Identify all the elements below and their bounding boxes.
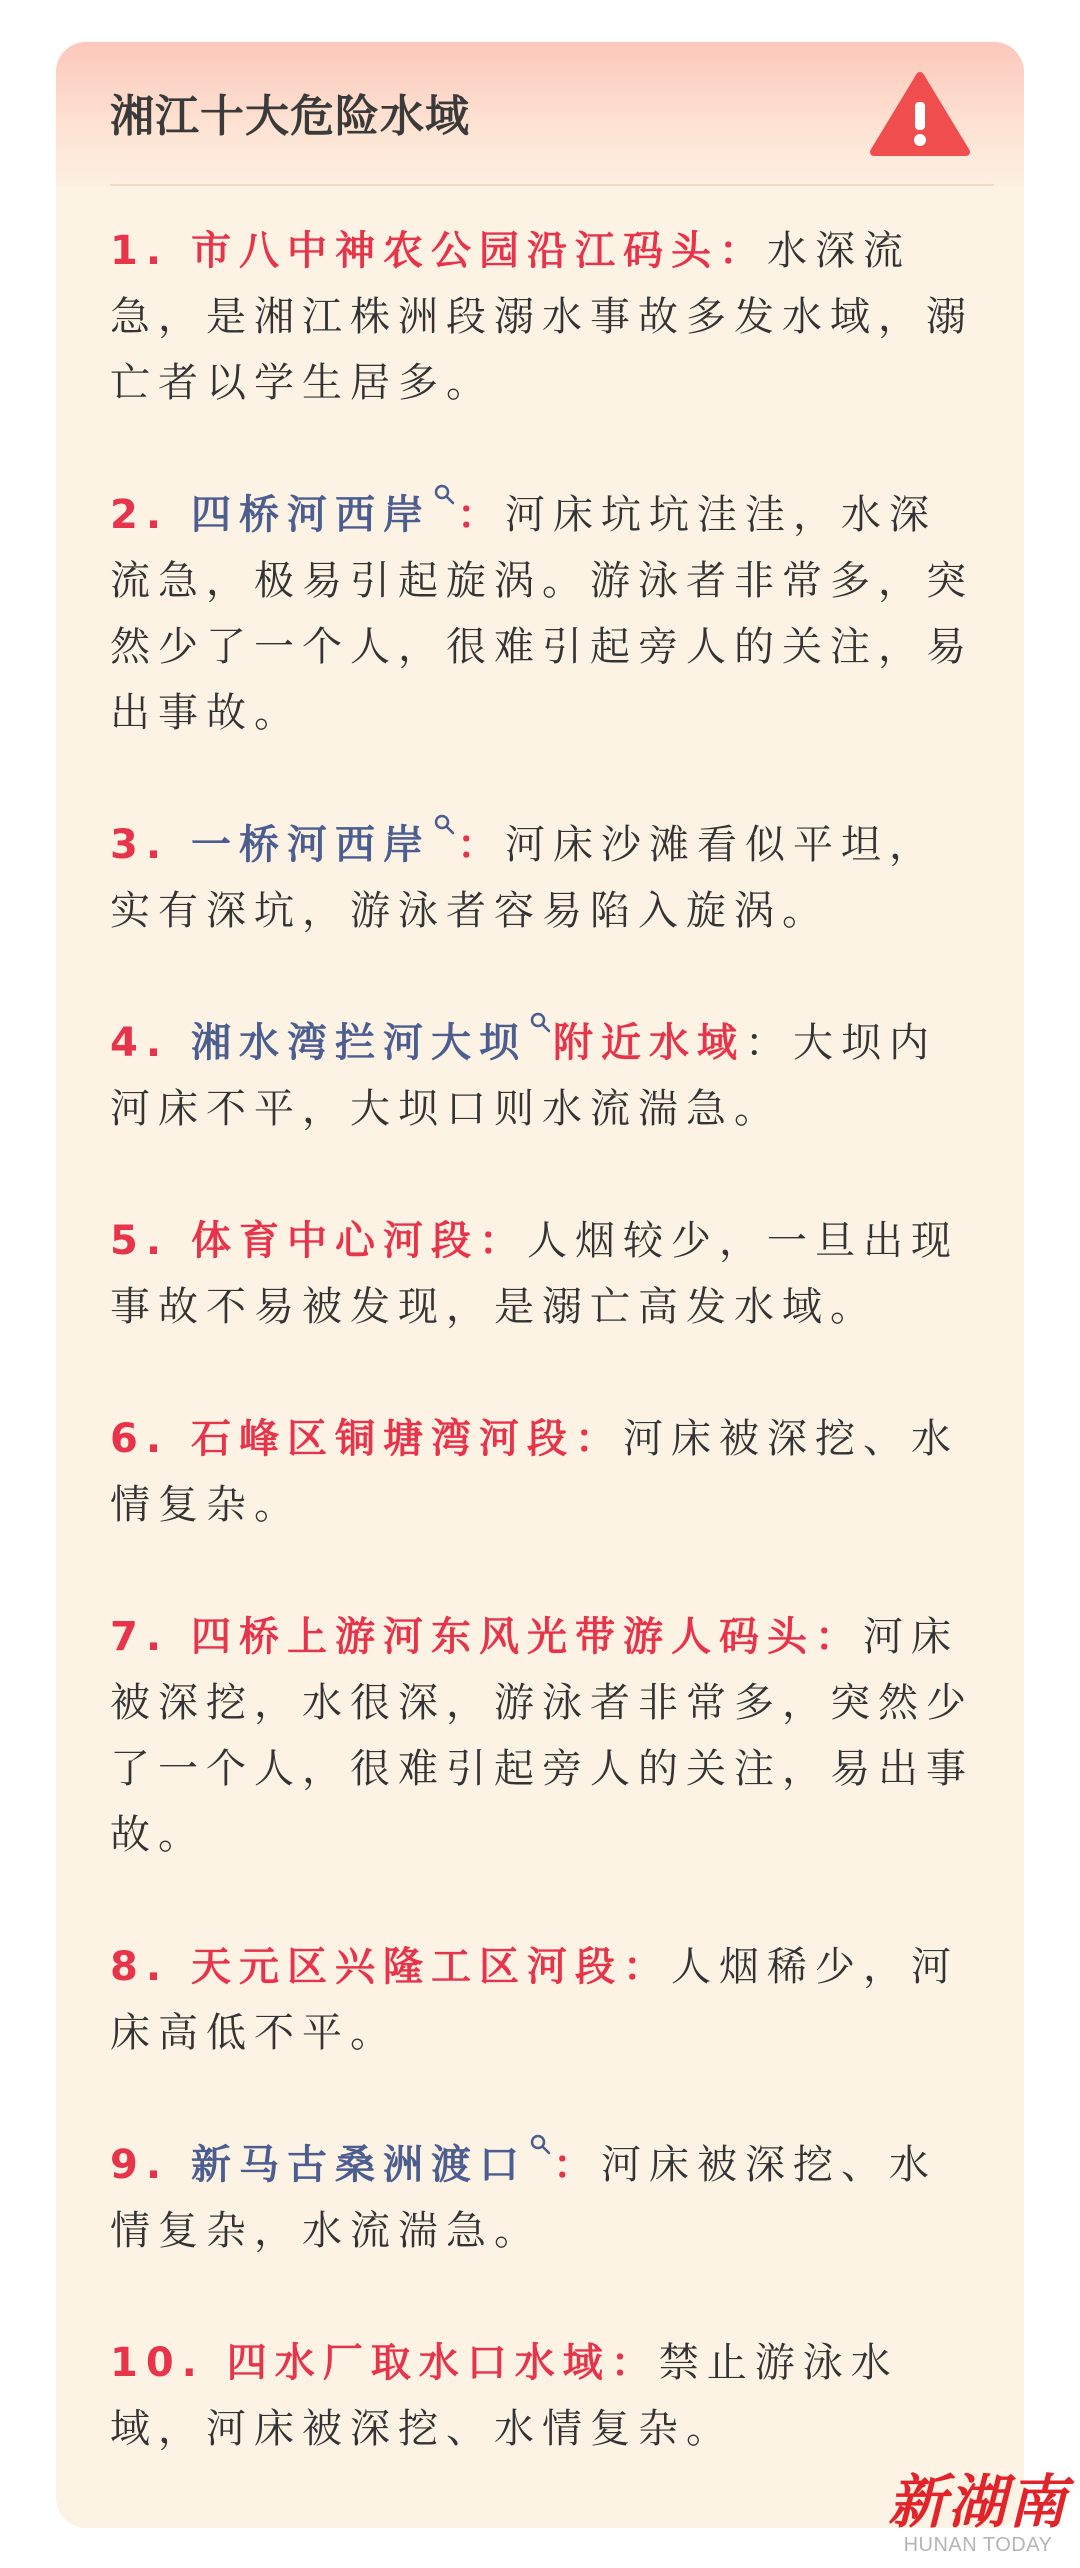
item-number: 7.	[110, 1614, 191, 1660]
item-colon: ：	[552, 2142, 601, 2188]
item-number: 3.	[110, 822, 191, 868]
item-description: 水深流急，是湘江株洲段溺水事故多发水域，溺亡者以学生居多。	[110, 228, 974, 406]
search-icon[interactable]	[431, 857, 457, 858]
item-description: 人烟稀少，河床高低不平。	[110, 1944, 959, 2056]
item-colon: ：	[718, 228, 767, 274]
item-description: 河床坑坑洼洼，水深流急，极易引起旋涡。游泳者非常多，突然少了一个人，很难引起旁人的关注，易出事故。	[110, 492, 974, 736]
item-colon: ：	[456, 822, 505, 868]
card-header	[56, 42, 1024, 186]
item-name: 四水厂取水口水域	[226, 2340, 611, 2386]
list-item	[110, 2132, 974, 2264]
item-number: 10.	[110, 2340, 227, 2386]
item-description: 河床被深挖、水情复杂，水流湍急。	[110, 2142, 937, 2254]
item-number: 1.	[110, 228, 191, 274]
item-name: 四桥上游河东风光带游人码头	[190, 1614, 815, 1660]
item-colon: ：	[622, 1944, 671, 1990]
item-number: 6.	[110, 1416, 191, 1462]
item-name-suffix: 附近水域	[552, 1020, 745, 1066]
item-colon: ：	[610, 2340, 659, 2386]
list-item	[110, 1406, 974, 1538]
brand-logo	[888, 2470, 1068, 2556]
item-description: 人烟较少，一旦出现事故不易被发现，是溺亡高发水域。	[110, 1218, 959, 1330]
item-colon: ：	[456, 492, 505, 538]
list-item	[110, 1208, 974, 1340]
search-icon[interactable]	[431, 527, 457, 528]
item-number: 9.	[110, 2142, 191, 2188]
item-name: 市八中神农公园沿江码头	[190, 228, 719, 274]
search-icon[interactable]	[527, 2177, 553, 2178]
list-item	[110, 482, 974, 746]
warning-icon	[868, 70, 972, 158]
page-title: 湘江十大危险水域	[110, 91, 470, 142]
item-name: 天元区兴隆工区河段	[190, 1944, 623, 1990]
list-item	[110, 812, 974, 944]
item-name: 石峰区铜塘湾河段	[190, 1416, 575, 1462]
item-colon: ：	[744, 1020, 793, 1066]
search-icon[interactable]	[527, 1055, 553, 1056]
item-colon: ：	[478, 1218, 527, 1264]
item-description: 禁止游泳水域，河床被深挖、水情复杂。	[110, 2340, 899, 2452]
list-item	[110, 1604, 974, 1868]
item-name-link[interactable]: 一桥河西岸	[190, 822, 431, 868]
item-number: 2.	[110, 492, 191, 538]
info-card	[56, 42, 1024, 2528]
item-description: 河床被深挖，水很深，游泳者非常多，突然少了一个人，很难引起旁人的关注，易出事故。	[110, 1614, 974, 1858]
logo-subtitle: HUNAN TODAY	[903, 2534, 1053, 2556]
item-number: 8.	[110, 1944, 191, 1990]
danger-zone-list	[110, 218, 974, 2528]
item-number: 4.	[110, 1020, 191, 1066]
logo-wordmark: 新湖南	[888, 2468, 1069, 2536]
item-description: 河床被深挖、水情复杂。	[110, 1416, 959, 1528]
item-number: 5.	[110, 1218, 191, 1264]
item-colon: ：	[574, 1416, 623, 1462]
list-item	[110, 218, 974, 416]
item-description: 河床沙滩看似平坦，实有深坑，游泳者容易陷入旋涡。	[110, 822, 937, 934]
item-name: 体育中心河段	[190, 1218, 479, 1264]
item-name-link[interactable]: 新马古桑洲渡口	[190, 2142, 527, 2188]
item-name-link[interactable]: 湘水湾拦河大坝	[190, 1020, 527, 1066]
header-divider	[110, 184, 994, 186]
item-colon: ：	[814, 1614, 863, 1660]
item-name-link[interactable]: 四桥河西岸	[190, 492, 431, 538]
list-item	[110, 1934, 974, 2066]
list-item	[110, 2330, 974, 2462]
item-description: 大坝内河床不平，大坝口则水流湍急。	[110, 1020, 937, 1132]
list-item	[110, 1010, 974, 1142]
